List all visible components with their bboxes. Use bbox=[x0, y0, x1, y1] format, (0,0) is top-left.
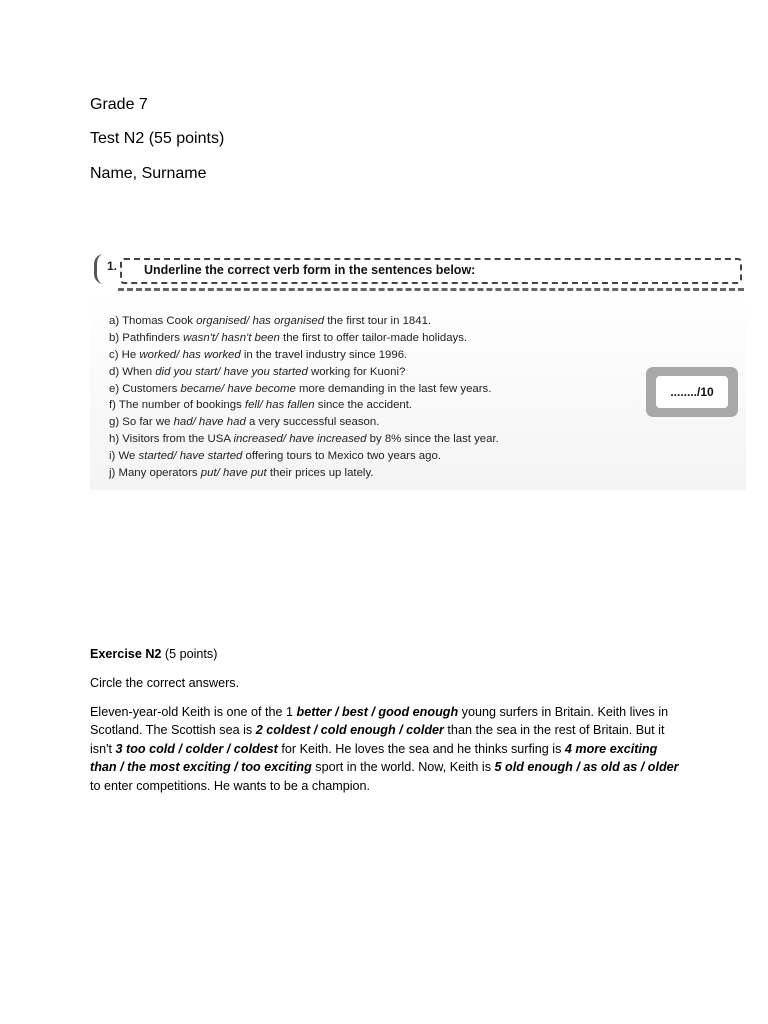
sentence-item bbox=[109, 448, 499, 465]
sentence-item bbox=[109, 414, 499, 431]
exercise-2-title: Exercise N2 bbox=[90, 647, 162, 661]
sentence-text: since the accident. bbox=[314, 399, 413, 412]
verb-options[interactable]: wasn't/ hasn't been bbox=[183, 331, 280, 344]
answer-options[interactable]: 5 old enough / as old as / older bbox=[494, 760, 679, 775]
exercise-2-points: (5 points) bbox=[161, 647, 218, 661]
answer-options[interactable]: 4 more exciting than / the most exciting / too exciting bbox=[90, 741, 658, 775]
grade-label: Grade 7 bbox=[90, 96, 148, 113]
sentence-item bbox=[109, 347, 499, 364]
exercise-1-number: 1. bbox=[107, 259, 118, 273]
bracket-decoration bbox=[94, 254, 107, 284]
sentence-item bbox=[109, 381, 499, 398]
name-surname-label: Name, Surname bbox=[90, 165, 207, 182]
paragraph-text: for Keith. He loves the sea and he thinks surfing is bbox=[277, 741, 565, 756]
sentence-text: working for Kuoni? bbox=[307, 365, 406, 378]
sentence-item bbox=[109, 431, 499, 448]
verb-options[interactable]: put/ have put bbox=[200, 467, 267, 480]
sentence-text: j) Many operators bbox=[109, 467, 201, 480]
paragraph-text: Eleven-year-old Keith is one of the 1 bbox=[90, 705, 297, 719]
sentence-text: c) He bbox=[109, 348, 140, 361]
sentence-text: more demanding in the last few years. bbox=[295, 382, 492, 395]
sentence-text: the first to offer tailor-made holidays. bbox=[279, 331, 468, 344]
sentence-text: g) So far we bbox=[109, 416, 174, 429]
sentence-text: e) Customers bbox=[109, 382, 181, 395]
sentence-item bbox=[109, 465, 499, 482]
verb-options[interactable]: had/ have had bbox=[173, 416, 246, 429]
verb-options[interactable]: organised/ has organised bbox=[196, 315, 325, 327]
sentence-text: i) We bbox=[109, 450, 139, 463]
verb-options[interactable]: became/ have become bbox=[180, 382, 296, 395]
sentence-text: by 8% since the last year. bbox=[366, 433, 499, 446]
exercise-1-title: Underline the correct verb form in the sentences below: bbox=[144, 263, 476, 277]
exercise-1-image bbox=[90, 250, 746, 490]
sentence-item bbox=[109, 313, 499, 330]
verb-options[interactable]: increased/ have increased bbox=[233, 433, 367, 446]
score-box bbox=[646, 367, 738, 417]
sentence-text: a very successful season. bbox=[245, 416, 380, 429]
exercise-2-paragraph bbox=[90, 703, 680, 795]
verb-options[interactable]: started/ have started bbox=[138, 450, 243, 463]
sentence-text: h) Visitors from the USA bbox=[109, 433, 234, 446]
score-label: ......../10 bbox=[656, 376, 728, 408]
verb-options[interactable]: fell/ has fallen bbox=[244, 399, 315, 412]
paragraph-text: than the sea in the rest of Britain. But it isn't bbox=[90, 723, 665, 756]
exercise-2-instruction: Circle the correct answers. bbox=[90, 676, 240, 690]
answer-options[interactable]: 3 too cold / colder / coldest bbox=[115, 741, 278, 756]
answer-options[interactable]: better / best / good enough bbox=[296, 705, 459, 719]
sentence-text: their prices up lately. bbox=[266, 467, 374, 480]
sentence-text: d) When bbox=[109, 365, 156, 378]
sentence-text: in the travel industry since 1996. bbox=[240, 348, 408, 361]
paragraph-text: young surfers in Britain. Keith lives in Scotland. The Scottish sea is bbox=[90, 705, 669, 738]
sentence-text: the first tour in 1841. bbox=[324, 315, 432, 327]
exercise-2-heading bbox=[90, 645, 217, 663]
answer-options[interactable]: 2 coldest / cold enough / colder bbox=[255, 723, 444, 738]
sentence-item bbox=[109, 330, 499, 347]
verb-options[interactable]: did you start/ have you started bbox=[155, 365, 308, 378]
sentence-item bbox=[109, 397, 499, 414]
sentence-text: b) Pathfinders bbox=[109, 331, 184, 344]
sentence-text: f) The number of bookings bbox=[109, 399, 245, 412]
sentence-text: offering tours to Mexico two years ago. bbox=[242, 450, 441, 463]
sentence-item bbox=[109, 364, 499, 381]
exercise-1-sentence-list bbox=[109, 313, 499, 482]
verb-options[interactable]: worked/ has worked bbox=[139, 348, 241, 361]
test-title: Test N2 (55 points) bbox=[90, 130, 225, 147]
paragraph-text: sport in the world. Now, Keith is bbox=[311, 760, 495, 775]
paragraph-text: to enter competitions. He wants to be a champion. bbox=[90, 778, 371, 793]
dashed-divider bbox=[118, 288, 744, 291]
sentence-text: a) Thomas Cook bbox=[109, 315, 197, 327]
